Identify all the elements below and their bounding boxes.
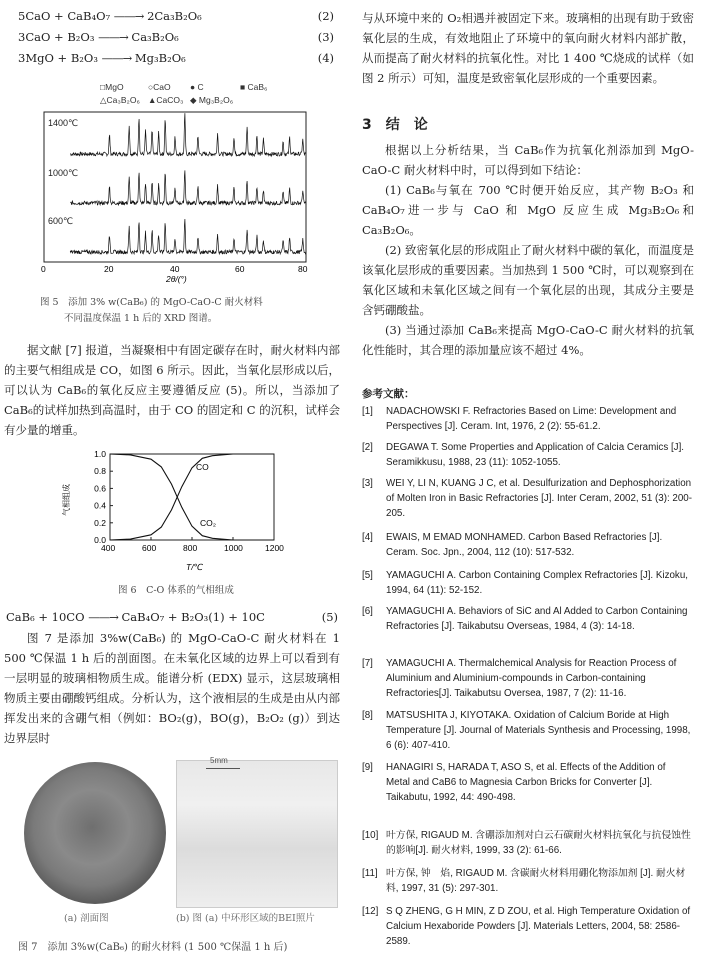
legend-ca3b2o6: △Ca₃B₂O₆	[100, 95, 140, 105]
fig6-ticks	[94, 449, 284, 553]
xrd-label-600: 600℃	[48, 216, 74, 226]
xrd-xtick-60: 60	[235, 264, 245, 274]
xrd-traces	[70, 113, 306, 254]
fig7-sub-a: (a) 剖面图	[64, 913, 109, 924]
equation-3: 3CaO + B₂O₃ ——→ Ca₃B₂O₆ (3)	[18, 30, 334, 44]
left-paragraph-2: 图 7 是添加 3%w(CaB₆) 的 MgO-CaO-C 耐火材料在 1 500 ℃保温 1 h 后的剖面图。在未氧化区域的边界上可以看到有一层明显的玻璃相物质生成。能谱分析 (EDX) 显示，这层玻璃相物质主要由硼酸钙组成。分析认为，这个液相层的生成是由从内部挥发出来的含硼气相（例如：BO₂(g)，BO(g)，B₂O₂ (g)）到达边界层时	[4, 631, 340, 745]
fig6-series-line-co	[110, 454, 274, 540]
equation-4: 3MgO + B₂O₃ ——→ Mg₃B₂O₆ (4)	[18, 51, 334, 65]
xrd-xtick-0: 0	[41, 264, 46, 274]
fig6-caption: 图 6 C-O 体系的气相组成	[118, 585, 234, 596]
xrd-label-1000: 1000℃	[48, 168, 79, 178]
fig6-ytick-0.6: 0.6	[94, 483, 106, 494]
legend-mgo: □MgO	[100, 82, 124, 92]
fig6-series-line-co2	[110, 454, 274, 540]
left-paragraph-1: 据文献 [7] 报道，当凝聚相中有固定碳存在时，耐火材料内部的主要气相组成是 CO，如图 6 所示。因此，当氧化层形成以后，可以认为 CaB₆的氧化反应主要遵循反应 (5)。所以，当添加了 CaB₆的试样加热到高温时，由于 CO 的固定和 C 的沉积，试样会有少量的增重。	[4, 343, 340, 437]
fig7-scale-bar	[206, 768, 240, 769]
legend-c: ● C	[190, 82, 204, 92]
fig5-caption-line2: 不同温度保温 1 h 后的 XRD 图谱。	[64, 313, 218, 324]
xrd-xtick-20: 20	[104, 264, 114, 274]
equation-2: 5CaO + CaB₄O₇ ——→ 2Ca₃B₂O₆ (2)	[18, 9, 334, 23]
fig7-photo-bei	[176, 760, 338, 908]
figure-5-xrd	[30, 78, 330, 284]
fig6-ytick-0.2: 0.2	[94, 517, 106, 528]
fig7-scale-label: 5mm	[210, 756, 228, 765]
conclusion-2: (2) 致密氧化层的形成阻止了耐火材料中碳的氧化，而温度是该氧化层形成的重要因素。当加热到 1 500 ℃时，可以观察到在氧化区域和未氧化区域之间有一个氧化层的出现，其成分主要是含钙硼酸盐。	[362, 243, 694, 317]
xrd-trace-1400	[70, 113, 306, 156]
fig6-xlabel: T/℃	[186, 562, 204, 572]
legend-mg3b2o6: ◆ Mg₃B₂O₆	[190, 95, 234, 105]
fig6-ytick-0.0: 0.0	[94, 535, 106, 545]
equation-5: CaB₆ + 10CO ——→ CaB₄O₇ + B₂O₃(1) + 10C (5)	[6, 610, 338, 624]
fig6-xtick-400: 400	[101, 543, 116, 553]
fig6-ytick-0.4: 0.4	[94, 500, 106, 511]
references-title: 参考文献：	[362, 388, 415, 400]
xrd-xtick-40: 40	[170, 264, 180, 274]
fig6-lines	[110, 454, 274, 540]
xrd-trace-600	[70, 219, 306, 254]
fig7-caption: 图 7 添加 3%w(CaB₆) 的耐火材料 (1 500 ℃保温 1 h 后)	[18, 942, 288, 953]
xrd-trace-1000	[70, 170, 306, 205]
fig6-xtick-1000: 1000	[224, 543, 243, 553]
fig7-photo-cross-section	[24, 762, 166, 904]
right-paragraph-1: 与从环境中来的 O₂相遇并被固定下来。玻璃相的出现有助于致密氧化层的生成，有效地阻止了环境中的氧向耐火材料内部扩散，从而提高了耐火材料的抗氧化性。对比 1 400 ℃烧成的试样（如图 2 所示）可知，温度是致密氧化层形成的一个重要因素。	[362, 11, 694, 85]
conclusion-intro: 根据以上分析结果，当 CaB₆作为抗氧化剂添加到 MgO-CaO-C 耐火材料中时，可以得到如下结论：	[362, 143, 694, 177]
legend-cao: ○CaO	[148, 82, 171, 92]
xrd-xtick-80: 80	[298, 264, 308, 274]
fig7-sub-b: (b) 图 (a) 中环形区域的BEI照片	[176, 913, 315, 924]
fig6-ytick-0.8: 0.8	[94, 466, 106, 477]
section-title: 3 结 论	[362, 117, 428, 133]
conclusion-1: (1) CaB₆与氧在 700 ℃时便开始反应，其产物 B₂O₃ 和 CaB₄O₇进一步与 CaO 和 MgO 反应生成 Mg₃B₂O₆和 Ca₃B₂O₆。	[362, 183, 694, 237]
xrd-label-1400: 1400℃	[48, 118, 79, 128]
fig5-caption-line1: 图 5 添加 3% w(CaB₆) 的 MgO-CaO-C 耐火材料	[40, 297, 263, 308]
fig6-xtick-800: 800	[183, 543, 198, 553]
figure-6-chart	[60, 449, 284, 576]
xrd-xlabel: 2θ/(°)	[166, 274, 187, 284]
legend-caco3: ▲CaCO₃	[148, 95, 184, 105]
fig6-series-co-label: CO	[196, 462, 209, 472]
fig6-series-co2-label: CO₂	[200, 518, 217, 528]
fig6-xtick-600: 600	[142, 543, 157, 553]
legend-cab6: ■ CaB₆	[240, 82, 268, 92]
fig6-xtick-1200: 1200	[265, 543, 284, 553]
conclusion-3: (3) 当通过添加 CaB₆来提高 MgO-CaO-C 耐火材料的抗氧化性能时，其合理的添加量应该不超过 4%。	[362, 323, 694, 357]
fig6-frame	[110, 454, 274, 540]
fig6-ytick-1.0: 1.0	[94, 449, 106, 459]
fig6-ylabel: 气相组成	[62, 484, 71, 516]
